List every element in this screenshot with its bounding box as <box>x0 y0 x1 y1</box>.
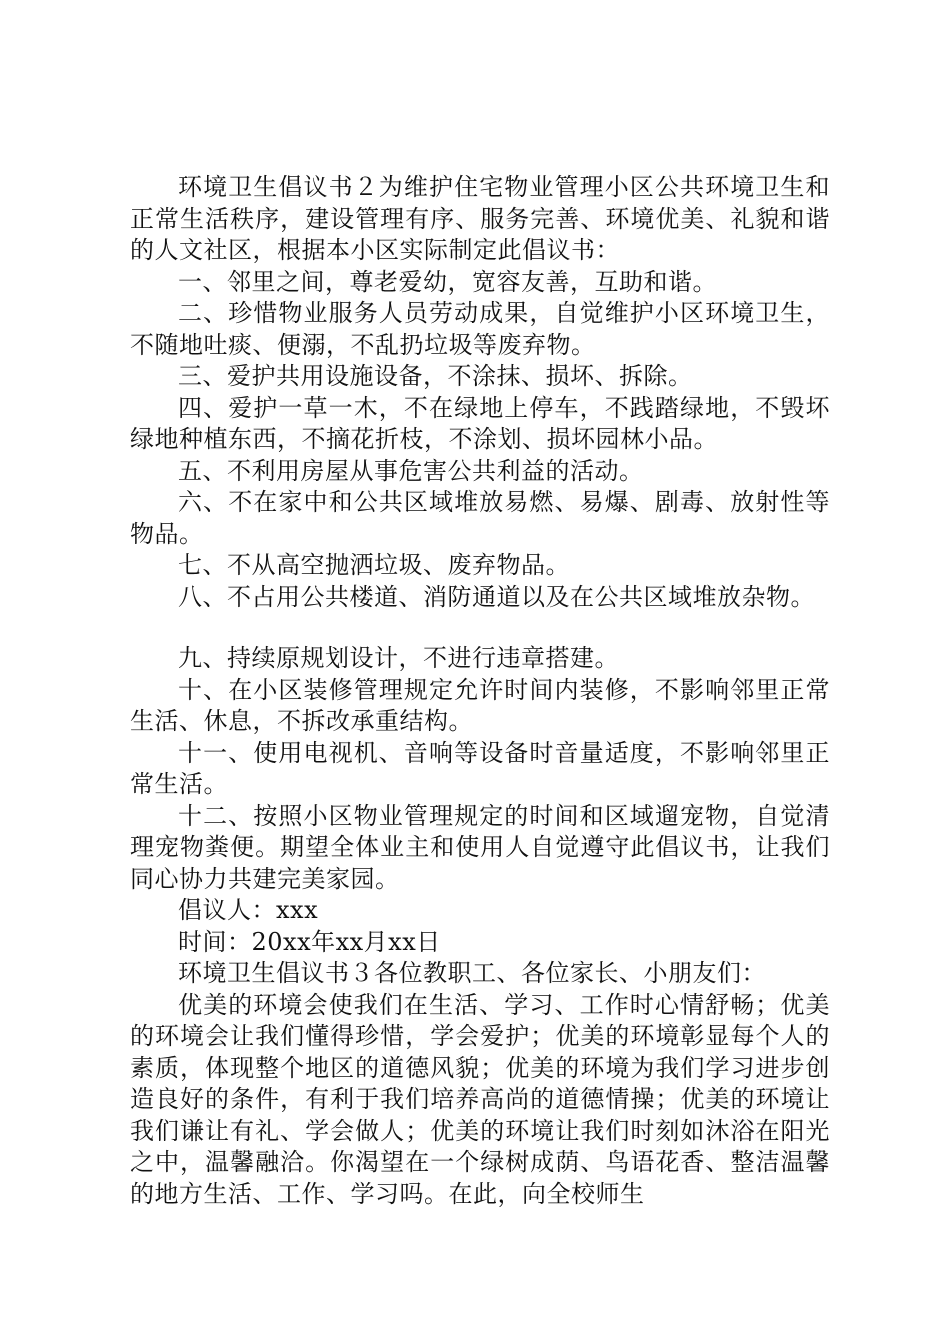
paragraph-item-7: 七、不从高空抛洒垃圾、废弃物品。 <box>178 551 570 579</box>
paragraph-item-12: 十二、按照小区物业管理规定的时间和区域遛宠物，自觉清理宠物粪便。期望全体业主和使用人自觉遵守此倡议书，让我们同心协力共建完美家园。 <box>130 801 830 893</box>
paragraph-item-4: 四、爱护一草一木，不在绿地上停车，不践踏绿地，不毁坏绿地种植东西，不摘花折枝，不涂划、损坏园林小品。 <box>130 393 830 453</box>
paragraph-item-10: 十、在小区装修管理规定允许时间内装修，不影响邻里正常生活、休息，不拆改承重结构。 <box>130 675 830 735</box>
paragraph-intro: 环境卫生倡议书２为维护住宅物业管理小区公共环境卫生和正常生活秩序，建设管理有序、服务完善、环境优美、礼貌和谐的人文社区，根据本小区实际制定此倡议书： <box>130 173 830 264</box>
paragraph-item-8: 八、不占用公共楼道、消防通道以及在公共区域堆放杂物。 <box>178 582 815 611</box>
initiator-line: 倡议人：xxx <box>178 896 319 924</box>
paragraph-item-2: 二、珍惜物业服务人员劳动成果，自觉维护小区环境卫生，不随地吐痰、便溺，不乱扔垃圾等废弃物。 <box>130 299 830 359</box>
paragraph-item-1: 一、邻里之间，尊老爱幼，宽容友善，互助和谐。 <box>178 267 717 296</box>
paragraph-environment: 优美的环境会使我们在生活、学习、工作时心情舒畅；优美的环境会让我们懂得珍惜，学会爱护；优美的环境彰显每个人的素质，体现整个地区的道德风貌；优美的环境为我们学习进步创造良好的条件，有利于我们培养高尚的道德情操；优美的环境让我们谦让有礼、学会做人；优美的环境让我们时刻如沐浴在阳光之中，温馨融洽。你渴望在一个绿树成荫、鸟语花香、整洁温馨的地方生活、工作、学习吗。在此，向全校师生 <box>130 990 830 1208</box>
paragraph-item-9: 九、持续原规划设计，不进行违章搭建。 <box>178 644 619 672</box>
paragraph-proposal-3-intro: 环境卫生倡议书３各位教职工、各位家长、小朋友们： <box>178 959 766 987</box>
paragraph-item-6: 六、不在家中和公共区域堆放易燃、易爆、剧毒、放射性等物品。 <box>130 488 830 548</box>
paragraph-item-11: 十一、使用电视机、音响等设备时音量适度，不影响邻里正常生活。 <box>130 738 830 798</box>
paragraph-item-3: 三、爱护共用设施设备，不涂抹、损坏、拆除。 <box>178 362 693 390</box>
paragraph-item-5: 五、不利用房屋从事危害公共利益的活动。 <box>178 456 644 485</box>
document-body <box>130 172 830 1210</box>
date-line: 时间：20xx年xx月xx日 <box>178 927 441 956</box>
